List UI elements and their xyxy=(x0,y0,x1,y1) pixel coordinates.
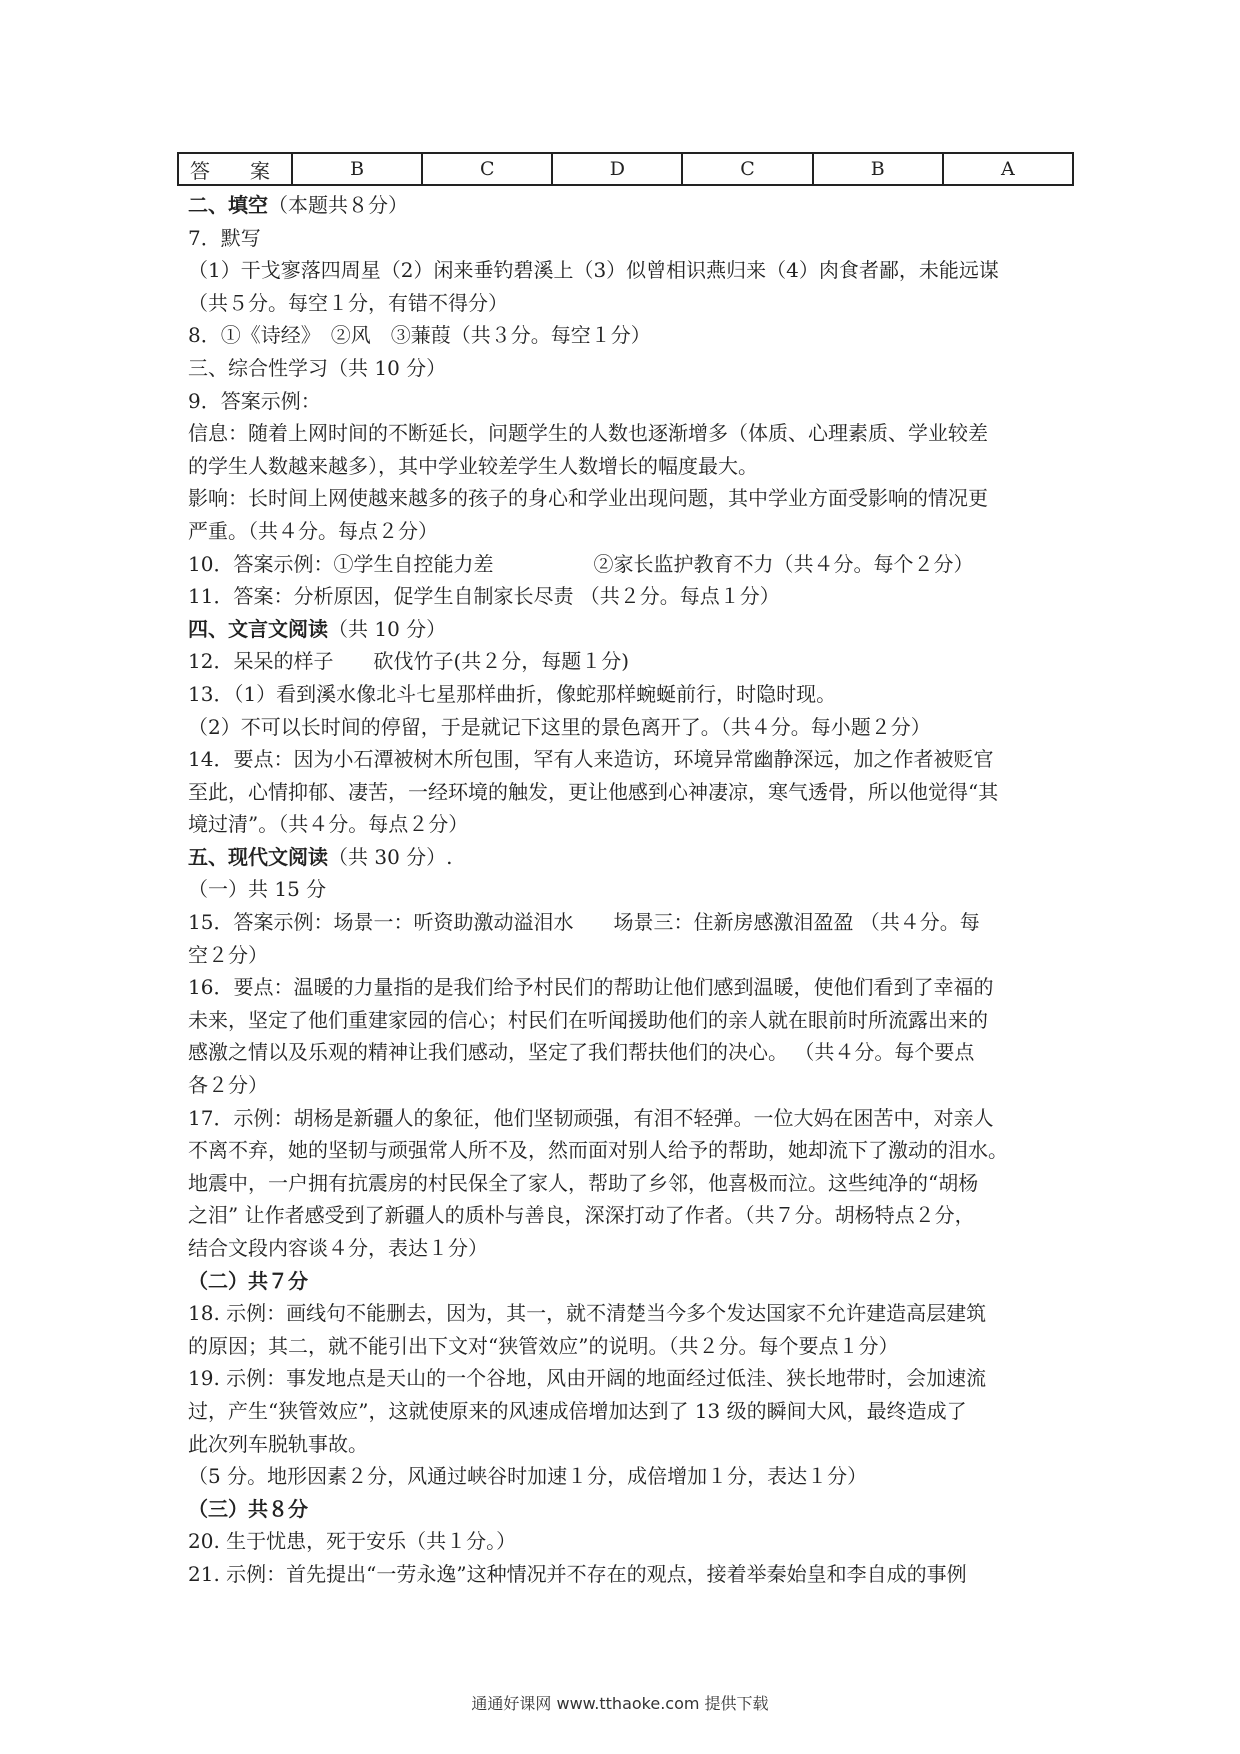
answer-text: 的原因；其二，就不能引出下文对“狭管效应”的说明。（共２分。每个要点１分） xyxy=(188,1333,899,1358)
answer-line xyxy=(188,1232,1068,1265)
section-heading: 二、填空 xyxy=(188,193,268,217)
answer-text: 三、综合性学习（共 10 分） xyxy=(188,355,447,380)
answer-text: 信息：随着上网时间的不断延长，问题学生的人数也逐渐增多（体质、心理素质、学业较差 xyxy=(188,421,988,446)
answer-cell: B xyxy=(292,153,422,185)
section-points: （本题共８分） xyxy=(268,193,408,217)
answer-text: 8．①《诗经》 ②风 ③蒹葭（共３分。每空１分） xyxy=(188,323,651,348)
answer-text: 15．答案示例：场景一：听资助激动溢泪水 场景三：住新房感激泪盈盈 （共４分。每 xyxy=(188,910,980,935)
answer-line xyxy=(188,1525,1068,1558)
answer-text: 未来，坚定了他们重建家园的信心；村民们在听闻援助他们的亲人就在眼前时所流露出来的 xyxy=(188,1007,988,1032)
answer-line xyxy=(188,515,1068,548)
section-heading: （二）共７分 xyxy=(188,1268,308,1293)
answer-line xyxy=(188,1428,1068,1461)
answer-line xyxy=(188,645,1068,678)
answer-line xyxy=(188,971,1068,1004)
answer-line xyxy=(188,254,1068,287)
section-heading: 四、文言文阅读 xyxy=(188,616,328,641)
answer-text: 地震中，一户拥有抗震房的村民保全了家人，帮助了乡邻，他喜极而泣。这些纯净的“胡杨 xyxy=(188,1170,979,1195)
section-points: （共 10 分） xyxy=(328,616,447,641)
answer-line xyxy=(188,1134,1068,1167)
answer-line xyxy=(188,939,1068,972)
answer-text: 7．默写 xyxy=(188,225,261,250)
answer-line xyxy=(188,1036,1068,1069)
answer-text: 的学生人数越来越多），其中学业较差学生人数增长的幅度最大。 xyxy=(188,453,758,478)
section-heading: 五、现代文阅读 xyxy=(188,844,328,869)
download-footer: 通通好课网 www.tthaoke.com 提供下载 xyxy=(471,1694,769,1713)
answer-line xyxy=(188,873,1068,906)
answer-line xyxy=(188,613,1068,646)
answer-line xyxy=(188,1558,1068,1591)
answer-line xyxy=(188,1069,1068,1102)
answer-line xyxy=(188,678,1068,711)
answer-content xyxy=(188,189,1068,1591)
section-heading: （三）共８分 xyxy=(188,1496,308,1521)
answer-line xyxy=(188,548,1068,581)
answer-text: 至此，心情抑郁、凄苦，一经环境的触发，更让他感到心神凄凉，寒气透骨，所以他觉得“其 xyxy=(188,779,999,804)
answer-line xyxy=(188,385,1068,418)
answer-line xyxy=(188,189,1068,222)
answer-text: 18. 示例：画线句不能删去，因为，其一，就不清楚当今多个发达国家不允许建造高层建筑 xyxy=(188,1301,987,1326)
answer-line xyxy=(188,1330,1068,1363)
answer-text: 各２分） xyxy=(188,1073,268,1098)
answer-cell: C xyxy=(422,153,552,185)
answer-line xyxy=(188,711,1068,744)
answer-line xyxy=(188,1199,1068,1232)
answer-text: 10．答案示例：①学生自控能力差 ②家长监护教育不力（共４分。每个２分） xyxy=(188,551,974,576)
answer-text: 17．示例：胡杨是新疆人的象征，他们坚韧顽强，有泪不轻弹。一位大妈在困苦中，对亲人 xyxy=(188,1105,994,1130)
answer-text: 13．（1）看到溪水像北斗七星那样曲折，像蛇那样蜿蜒前行，时隐时现。 xyxy=(188,681,837,706)
answer-line xyxy=(188,1362,1068,1395)
answer-text: 16．要点：温暖的力量指的是我们给予村民们的帮助让他们感到温暖，使他们看到了幸福的 xyxy=(188,975,994,1000)
answer-cell: C xyxy=(682,153,812,185)
answer-text: 21. 示例：首先提出“一劳永逸”这种情况并不存在的观点，接着举秦始皇和李自成的事例 xyxy=(188,1561,967,1586)
answer-line xyxy=(188,906,1068,939)
answer-text: （一）共 15 分 xyxy=(188,877,327,902)
answer-text: （5 分。地形因素２分，风通过峡谷时加速１分，成倍增加１分，表达１分） xyxy=(188,1464,868,1489)
answer-text: 11．答案：分析原因，促学生自制家长尽责 （共２分。每点１分） xyxy=(188,584,780,609)
answer-line xyxy=(188,1004,1068,1037)
answer-line xyxy=(188,482,1068,515)
answer-line xyxy=(188,1167,1068,1200)
answer-line xyxy=(188,222,1068,255)
answer-text: 感激之情以及乐观的精神让我们感动，坚定了我们帮扶他们的决心。 （共４分。每个要点 xyxy=(188,1040,975,1065)
answer-line xyxy=(188,808,1068,841)
answer-text: 此次列车脱轨事故。 xyxy=(188,1431,368,1456)
answer-text: 12．呆呆的样子 砍伐竹子(共２分，每题１分) xyxy=(188,649,630,674)
answer-cell: B xyxy=(813,153,943,185)
section-points: （共 30 分）. xyxy=(328,844,453,869)
answer-line xyxy=(188,841,1068,874)
answer-text: （共５分。每空１分，有错不得分） xyxy=(188,290,508,315)
answer-text: 境过清”。（共４分。每点２分） xyxy=(188,812,469,837)
answer-line xyxy=(188,1102,1068,1135)
answer-text: 过，产生“狭管效应”，这就使原来的风速成倍增加达到了 13 级的瞬间大风，最终造成了 xyxy=(188,1398,967,1423)
answer-text: 空２分） xyxy=(188,942,268,967)
answer-table-header: 答 案 xyxy=(178,153,292,185)
answer-text: 严重。（共４分。每点２分） xyxy=(188,518,438,543)
answer-table xyxy=(177,152,1074,186)
answer-line xyxy=(188,776,1068,809)
answer-line xyxy=(188,1493,1068,1526)
answer-line xyxy=(188,580,1068,613)
answer-line xyxy=(188,1460,1068,1493)
answer-cell: D xyxy=(552,153,682,185)
answer-text: 20. 生于忧患，死于安乐（共１分。） xyxy=(188,1529,517,1554)
answer-table-row xyxy=(178,153,1073,185)
answer-text: 之泪” 让作者感受到了新疆人的质朴与善良，深深打动了作者。（共７分。胡杨特点２分， xyxy=(188,1203,975,1228)
answer-text: 9．答案示例： xyxy=(188,388,321,413)
answer-text: 14．要点：因为小石潭被树木所包围，罕有人来造访，环境异常幽静深远，加之作者被贬官 xyxy=(188,747,994,772)
answer-line xyxy=(188,450,1068,483)
answer-text: （2）不可以长时间的停留，于是就记下这里的景色离开了。（共４分。每小题２分） xyxy=(188,714,931,739)
answer-line xyxy=(188,1395,1068,1428)
answer-line xyxy=(188,743,1068,776)
answer-text: 影响：长时间上网使越来越多的孩子的身心和学业出现问题，其中学业方面受影响的情况更 xyxy=(188,486,988,511)
answer-line xyxy=(188,319,1068,352)
answer-text: （1）干戈寥落四周星（2）闲来垂钓碧溪上（3）似曾相识燕归来（4）肉食者鄙，未能远谋 xyxy=(188,258,999,283)
answer-text: 结合文段内容谈４分，表达１分） xyxy=(188,1236,488,1260)
answer-line xyxy=(188,417,1068,450)
answer-line xyxy=(188,287,1068,320)
answer-line xyxy=(188,1265,1068,1298)
answer-text: 19. 示例：事发地点是天山的一个谷地，风由开阔的地面经过低洼、狭长地带时，会加速流 xyxy=(188,1366,987,1391)
answer-text: 不离不弃，她的坚韧与顽强常人所不及，然而面对别人给予的帮助，她却流下了激动的泪水。 xyxy=(188,1138,1008,1163)
answer-cell: A xyxy=(943,153,1073,185)
answer-line xyxy=(188,1297,1068,1330)
answer-line xyxy=(188,352,1068,385)
